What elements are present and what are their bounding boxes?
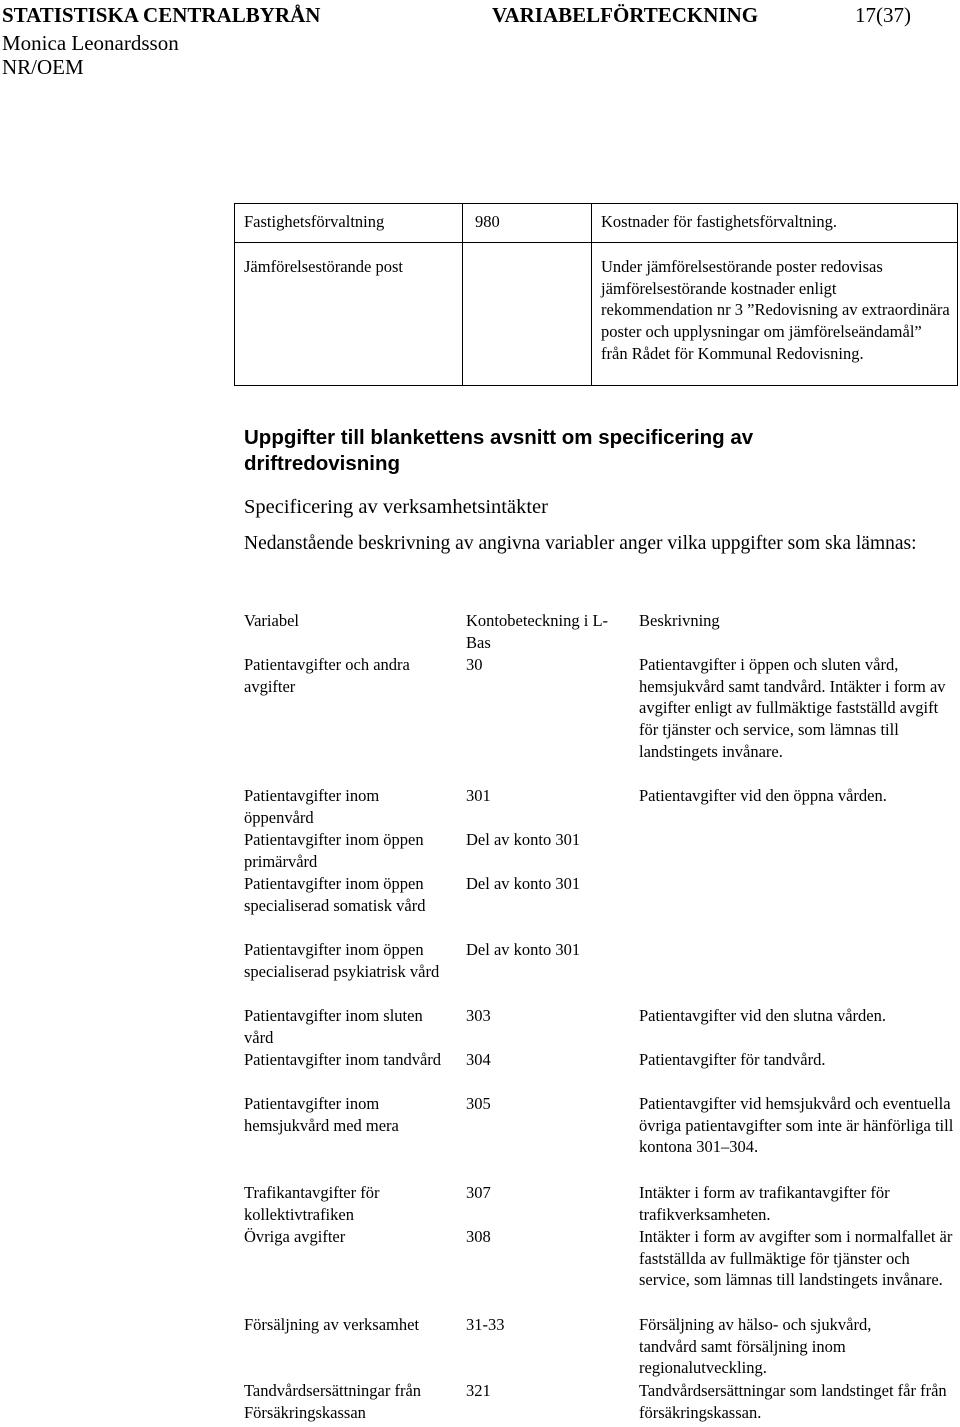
table-row-description: Patientavgifter vid den slutna vården.	[639, 1006, 886, 1025]
intro-paragraph: Nedanstående beskrivning av angivna variabler anger vilka uppgifter som ska lämnas:	[244, 533, 917, 554]
table-divider	[591, 204, 592, 385]
table-row-variable: Tandvårdsersättningar från Försäkringskassan	[244, 1381, 422, 1422]
table-row-variable: Patientavgifter inom öppen specialiserad somatisk vård	[244, 874, 426, 915]
top-row-1-code: 980	[475, 212, 500, 231]
section-heading: Uppgifter till blankettens avsnitt om specificering av driftredovisning	[244, 426, 754, 475]
table-row-code: Del av konto 301	[466, 940, 581, 959]
table-row-code: 303	[466, 1006, 491, 1025]
table-row-variable: Patientavgifter inom öppen specialiserad psykiatrisk vård	[244, 940, 440, 981]
top-row-2-variable: Jämförelsestörande post	[244, 257, 403, 276]
table-row-code: 30	[466, 655, 483, 674]
department-code: NR/OEM	[2, 55, 84, 79]
table-row-description: Patientavgifter för tandvård.	[639, 1050, 826, 1069]
table-row-code: 307	[466, 1183, 491, 1202]
table-row-code: 31-33	[466, 1315, 505, 1334]
table-row-variable: Försäljning av verksamhet	[244, 1315, 420, 1334]
author-name: Monica Leonardsson	[2, 31, 179, 55]
table-row-description: Tandvårdsersättningar som landstinget får från försäkringskassan.	[639, 1381, 947, 1422]
table-row-description: Försäljning av hälso- och sjukvård, tandvård samt försäljning inom regionalutveckling.	[639, 1315, 872, 1378]
column-header-code: Kontobeteckning i L-Bas	[466, 611, 609, 652]
table-row-code: 321	[466, 1381, 491, 1400]
table-row-code: 304	[466, 1050, 491, 1069]
top-row-1-description: Kostnader för fastighetsförvaltning.	[601, 212, 837, 231]
table-row-code: 301	[466, 786, 491, 805]
table-row-variable: Patientavgifter inom hemsjukvård med mera	[244, 1094, 399, 1135]
table-row-description: Intäkter i form av trafikantavgifter för trafikverksamheten.	[639, 1183, 890, 1224]
table-row-description: Patientavgifter vid den öppna vården.	[639, 786, 887, 805]
table-row-variable: Patientavgifter inom tandvård	[244, 1050, 442, 1069]
organization-name: STATISTISKA CENTRALBYRÅN	[2, 3, 321, 27]
table-row-variable: Patientavgifter och andra avgifter	[244, 655, 410, 696]
table-row-code: Del av konto 301	[466, 874, 581, 893]
page-number: 17(37)	[855, 3, 911, 27]
table-row-variable: Patientavgifter inom sluten vård	[244, 1006, 423, 1047]
table-row-description: Intäkter i form av avgifter som i normalfallet är fastställda av fullmäktige för tjänster och service, som lämnas till landstingets invånare.	[639, 1227, 953, 1290]
table-divider	[235, 242, 957, 243]
table-row-code: 308	[466, 1227, 491, 1246]
table-row-code: 305	[466, 1094, 491, 1113]
table-row-variable: Trafikantavgifter för kollektivtrafiken	[244, 1183, 380, 1224]
top-row-1-variable: Fastighetsförvaltning	[244, 212, 385, 231]
table-row-description: Patientavgifter i öppen och sluten vård, hemsjukvård samt tandvård. Intäkter i form av avgifter enligt av fullmäktige fastställd avgift för tjänster och service, som lämnas till landstingets invånare.	[639, 655, 946, 761]
table-row-variable: Patientavgifter inom öppen primärvård	[244, 830, 424, 871]
column-header-description: Beskrivning	[639, 611, 720, 630]
table-row-code: Del av konto 301	[466, 830, 581, 849]
table-row-variable: Patientavgifter inom öppenvård	[244, 786, 380, 827]
table-row-variable: Övriga avgifter	[244, 1227, 346, 1246]
document-title: VARIABELFÖRTECKNING	[492, 3, 759, 27]
top-row-2-description: Under jämförelsestörande poster redovisas jämförelsestörande kostnader enligt rekommendation nr 3 ”Redovisning av extraordinära poster och upplysningar om jämförelseändamål” från Rådet för Kommunal Redovisning.	[601, 257, 950, 363]
table-row-description: Patientavgifter vid hemsjukvård och eventuella övriga patientavgifter som inte är hänförliga till kontona 301–304.	[639, 1094, 954, 1157]
column-header-variable: Variabel	[244, 611, 299, 630]
section-subheading: Specificering av verksamhetsintäkter	[244, 496, 548, 518]
